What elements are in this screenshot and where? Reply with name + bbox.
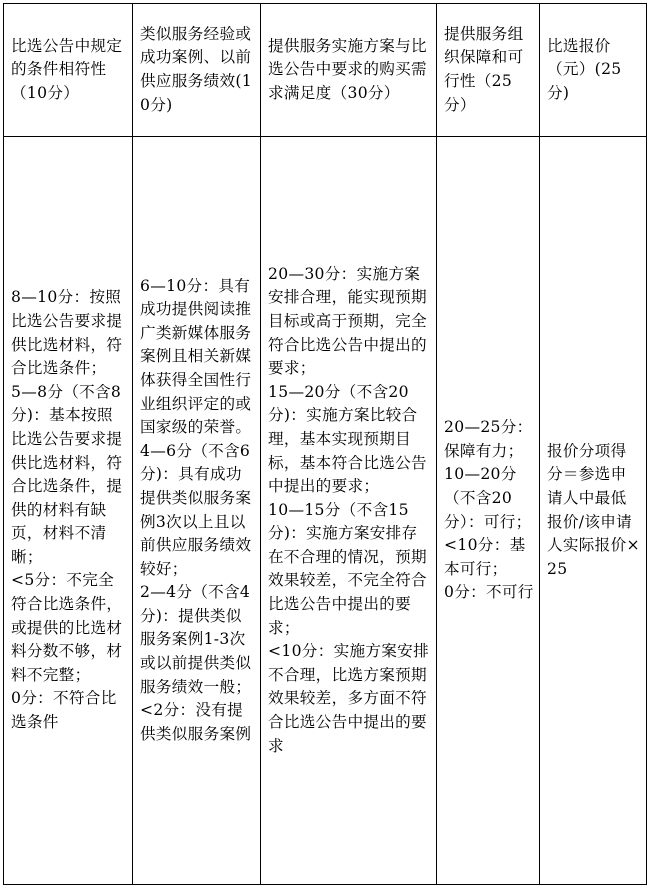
header-implementation-plan: 提供服务实施方案与比选公告中要求的购买需求满足度（30分） (261, 4, 437, 137)
rule-item: 6—10分：具有成功提供阅读推广类新媒体服务案例且相关新媒体获得全国性行业组织评定的或国家级的荣誉。 (140, 276, 252, 437)
rule-item: 15—20分（不含20分)：实施方案比较合理，基本实现预期目标，基本符合比选公告中提出的要求； (268, 382, 427, 496)
rule-item: <5分：不完全符合比选条件，或提供的比选材料分数不够，材料不完整； (11, 571, 123, 684)
rule-item: 10—20分（不含20分）：可行； (444, 465, 532, 531)
rule-item: 20—30分：实施方案安排合理，能实现预期目标或高于预期，完全符合比选公告中提出的要求； (268, 264, 427, 378)
header-organizational-guarantee: 提供服务组织保障和可行性（25分） (437, 4, 540, 137)
header-condition-conformity: 比选公告中规定的条件相符性（10分） (4, 4, 133, 137)
rule-item: <10分：基本可行； (444, 536, 526, 578)
rule-item: 报价分项得分＝参选申请人中最低报价/该申请人实际报价×25 (547, 441, 640, 578)
cell-organizational-guarantee (437, 137, 540, 885)
rule-item: 10—15分（不含15分)：实施方案安排存在不合理的情况，预期效果较差，不完全符合比选公告中提出的要求； (268, 500, 427, 637)
rule-item: 2—4分（不含4分)：提供类似服务案例1-3次或以前提供类似服务绩效一般； (140, 583, 252, 696)
rule-item: 0分：不符合比选条件 (11, 689, 117, 732)
cell-price (540, 137, 647, 885)
cell-implementation-plan (261, 137, 437, 885)
rule-item: 5—8分（不含8分)：基本按照比选公告要求提供比选材料，符合比选条件，提供的材料有缺页，材料不清晰； (11, 382, 123, 566)
scoring-criteria-table (3, 3, 647, 885)
rule-item: 4—6分（不含6分)：具有成功提供类似服务案例3次以上且以前供应服务绩效较好； (140, 441, 252, 578)
rule-item: <2分：没有提供类似服务案例 (140, 701, 252, 743)
table-body-row (4, 137, 647, 885)
header-price: 比选报价（元）(25分) (540, 4, 647, 137)
cell-condition-conformity (4, 137, 133, 885)
cell-similar-experience (133, 137, 261, 885)
rule-item: 0分：不可行 (444, 583, 534, 602)
header-similar-experience: 类似服务经验或成功案例、以前供应服务绩效(10分) (133, 4, 261, 137)
rule-item: 8—10分：按照比选公告要求提供比选材料，符合比选条件； (11, 288, 123, 378)
rule-item: <10分：实施方案安排不合理，比选方案预期效果较差，多方面不符合比选公告中提出的要求 (268, 642, 429, 755)
rule-item: 20—25分：保障有力； (444, 418, 533, 460)
table-header-row (4, 4, 647, 137)
